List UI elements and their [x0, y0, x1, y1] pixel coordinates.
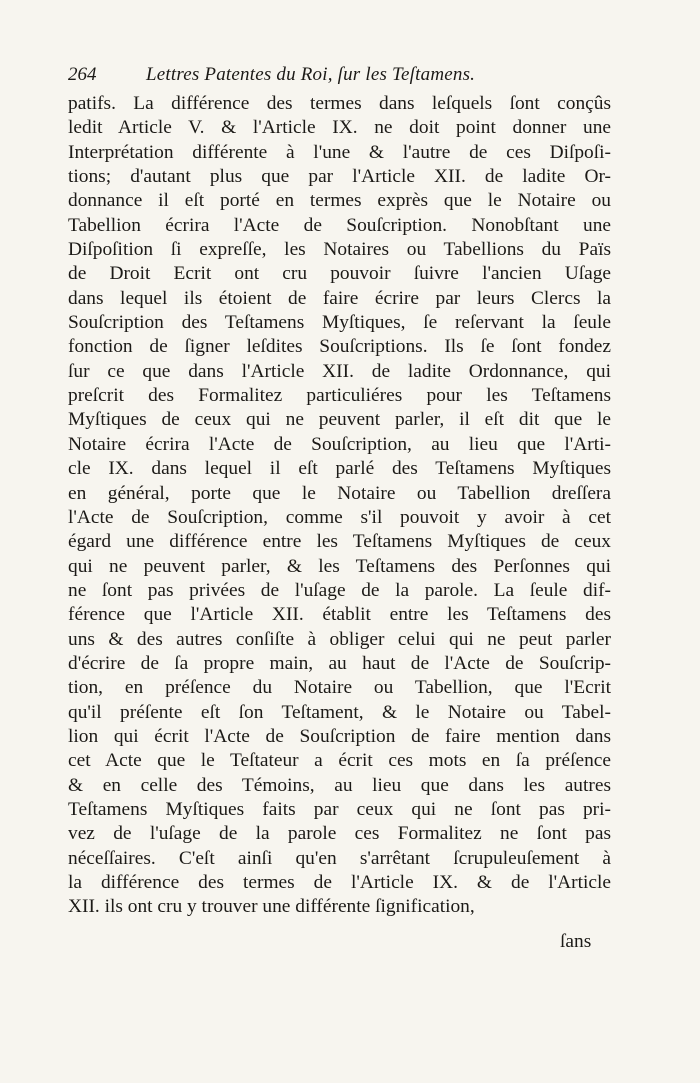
page-header	[68, 62, 608, 92]
text-line: Teſtamens Myſtiques faits par ceux qui ne ſont pas pri-	[68, 798, 611, 820]
text-line: qui ne peuvent parler, & les Teſtamens des Perſonnes qui	[68, 555, 611, 577]
text-line: d'écrire de ſa propre main, au haut de l'Acte de Souſcrip-	[68, 652, 611, 674]
text-line: de Droit Ecrit ont cru pouvoir ſuivre l'ancien Uſage	[68, 263, 611, 285]
text-line: l'Acte de Souſcription, comme s'il pouvoit y avoir à cet	[68, 506, 611, 528]
text-line: qu'il préſente eſt ſon Teſtament, & le Notaire ou Tabel-	[68, 701, 611, 723]
text-line: tions; d'autant plus que par l'Article XII. de ladite Or-	[68, 166, 611, 188]
text-line: preſcrit des Formalitez particuliéres pour les Teſtamens	[68, 385, 611, 407]
text-line: Diſpoſition ſi expreſſe, les Notaires ou Tabellions du Païs	[68, 239, 611, 261]
text-line: donnance il eſt porté en termes exprès que le Notaire ou	[68, 190, 611, 212]
text-line: Myſtiques de ceux qui ne peuvent parler, il eſt dit que le	[68, 409, 611, 431]
text-line: cle IX. dans lequel il eſt parlé des Teſtamens Myſtiques	[68, 458, 611, 480]
text-line: vez de l'uſage de la parole ces Formalitez ne ſont pas	[68, 823, 611, 845]
text-line: Souſcription des Teſtamens Myſtiques, ſe reſervant la ſeule	[68, 312, 611, 334]
page-number: 264	[68, 64, 97, 85]
running-title: Lettres Patentes du Roi, ſur les Teſtamens.	[146, 64, 476, 85]
text-line: cet Acte que le Teſtateur a écrit ces mots en ſa préſence	[68, 750, 611, 772]
text-line: tion, en préſence du Notaire ou Tabellion, que l'Ecrit	[68, 677, 611, 699]
text-line: férence que l'Article XII. établit entre les Teſtamens des	[68, 604, 611, 626]
text-line: la différence des termes de l'Article IX. & de l'Article	[68, 872, 611, 893]
text-line: uns & des autres conſiſte à obliger celui qui ne peut parler	[68, 628, 611, 650]
text-line: Tabellion écrira l'Acte de Souſcription. Nonobſtant une	[68, 214, 611, 236]
text-line: en général, porte que le Notaire ou Tabellion dreſſera	[68, 482, 611, 504]
text-line: égard une différence entre les Teſtamens Myſtiques de ceux	[68, 531, 611, 553]
text-line: fonction de ſigner leſdites Souſcriptions. Ils ſe ſont fondez	[68, 336, 611, 358]
text-line: Interprétation différente à l'une & l'autre de ces Diſpoſi-	[68, 141, 611, 163]
text-line: néceſſaires. C'eſt ainſi qu'en s'arrêtant ſcrupuleuſement à	[68, 847, 611, 869]
catchword: ſans	[560, 931, 592, 952]
text-line: lion qui écrit l'Acte de Souſcription de faire mention dans	[68, 725, 611, 747]
text-line: ſur ce que dans l'Article XII. de ladite Ordonnance, qui	[68, 360, 611, 382]
text-line: Notaire écrira l'Acte de Souſcription, au lieu que l'Arti-	[68, 433, 611, 455]
text-line: ledit Article V. & l'Article IX. ne doit point donner une	[68, 117, 611, 139]
body-text	[68, 92, 611, 920]
text-line: dans lequel ils étoient de faire écrire par leurs Clercs la	[68, 287, 611, 309]
text-line: patifs. La différence des termes dans leſquels ſont conçûs	[68, 93, 611, 114]
text-line: XII. ils ont cru y trouver une différente ſignification,	[68, 896, 475, 918]
text-line: ne ſont pas privées de l'uſage de la parole. La ſeule dif-	[68, 579, 611, 601]
text-line: & en celle des Témoins, au lieu que dans les autres	[68, 774, 611, 796]
